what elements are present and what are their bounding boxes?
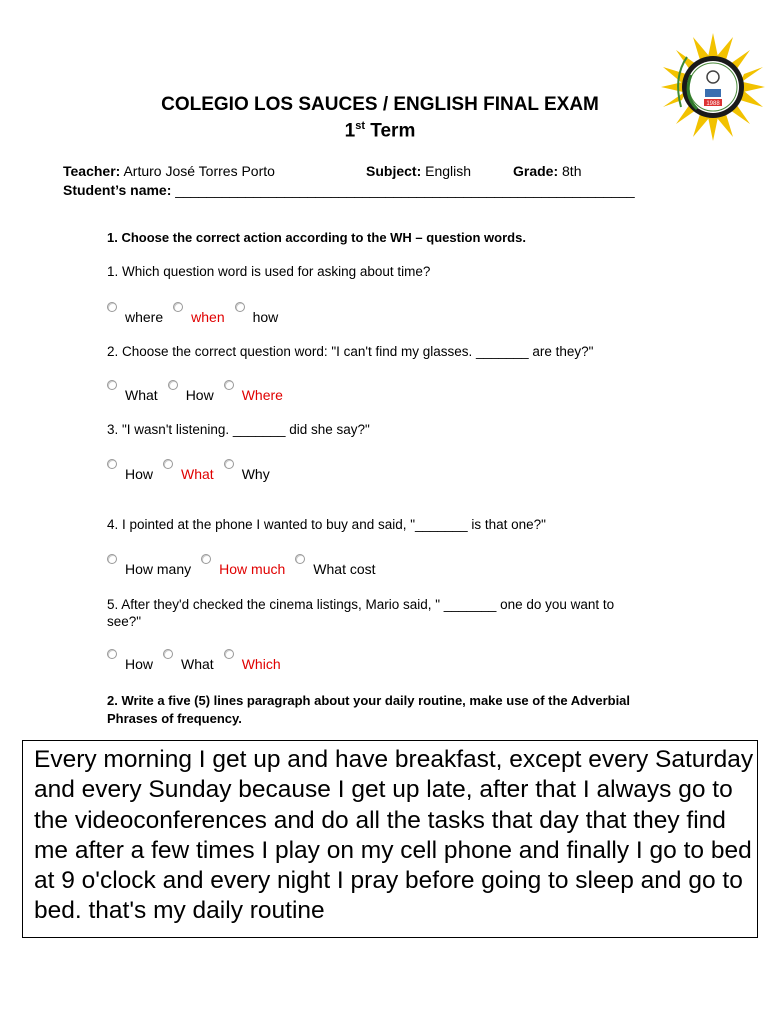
radio-icon[interactable] <box>107 649 117 659</box>
subject-field: Subject: English <box>366 163 472 179</box>
radio-icon[interactable] <box>107 380 117 390</box>
radio-icon[interactable] <box>168 380 178 390</box>
question-2-options <box>107 380 293 402</box>
option-radio[interactable]: What <box>163 459 214 482</box>
option-radio[interactable]: What <box>107 380 158 403</box>
option-radio[interactable]: where <box>107 302 163 325</box>
question-1: 1. Which question word is used for asking about time? <box>107 264 431 279</box>
option-radio[interactable]: How many <box>107 554 191 577</box>
radio-icon[interactable] <box>163 649 173 659</box>
option-radio[interactable]: How <box>107 459 153 482</box>
option-radio[interactable]: How much <box>201 554 285 577</box>
radio-icon[interactable] <box>224 459 234 469</box>
option-radio[interactable]: Where <box>224 380 283 403</box>
answer-box[interactable] <box>22 740 758 938</box>
question-3: 3. "I wasn't listening. _______ did she say?" <box>107 422 370 437</box>
section1-heading: 1. Choose the correct action according to the WH – question words. <box>107 230 526 245</box>
question-4: 4. I pointed at the phone I wanted to buy and said, "_______ is that one?" <box>107 517 546 532</box>
radio-icon[interactable] <box>201 554 211 564</box>
option-radio[interactable]: when <box>173 302 224 325</box>
student-name-field[interactable]: Student’s name: ___________________________________________________________ <box>63 182 635 198</box>
radio-icon[interactable] <box>295 554 305 564</box>
option-radio[interactable]: What <box>163 649 214 672</box>
question-4-options <box>107 554 386 576</box>
radio-icon[interactable] <box>173 302 183 312</box>
radio-icon[interactable] <box>107 554 117 564</box>
question-5-options <box>107 649 291 671</box>
question-2: 2. Choose the correct question word: "I can't find my glasses. _______ are they?" <box>107 344 594 359</box>
option-radio[interactable]: How <box>168 380 214 403</box>
teacher-field: Teacher: Arturo José Torres Porto <box>63 163 275 179</box>
option-radio[interactable]: How <box>107 649 153 672</box>
radio-icon[interactable] <box>107 459 117 469</box>
grade-field: Grade: 8th <box>513 163 582 179</box>
logo-year: 1988 <box>706 101 720 107</box>
question-1-options <box>107 302 288 324</box>
option-radio[interactable]: Why <box>224 459 270 482</box>
option-radio[interactable]: Which <box>224 649 281 672</box>
radio-icon[interactable] <box>107 302 117 312</box>
answer-text[interactable]: Every morning I get up and have breakfast, except every Saturday and every Sunday because I get up late, after that I always go to the videoconferences and do all the tasks that day that they find me after a few times I play on my cell phone and finally I go to bed at 9 o'clock and every night I pray before going to sleep and go to bed. that's my daily routine <box>34 746 754 925</box>
option-radio[interactable]: What cost <box>295 554 375 577</box>
term-title: 1st Term <box>344 120 416 142</box>
radio-icon[interactable] <box>163 459 173 469</box>
radio-icon[interactable] <box>224 649 234 659</box>
radio-icon[interactable] <box>235 302 245 312</box>
question-5: 5. After they'd checked the cinema listings, Mario said, " _______ one do you want to see?" <box>107 597 615 629</box>
option-radio[interactable]: how <box>235 302 279 325</box>
school-logo <box>661 32 765 142</box>
section2-heading: 2. Write a five (5) lines paragraph about your daily routine, make use of the Adverbial Phrases of frequency. <box>107 693 631 726</box>
exam-title: COLEGIO LOS SAUCES / ENGLISH FINAL EXAM <box>161 94 599 115</box>
question-3-options <box>107 459 280 481</box>
radio-icon[interactable] <box>224 380 234 390</box>
